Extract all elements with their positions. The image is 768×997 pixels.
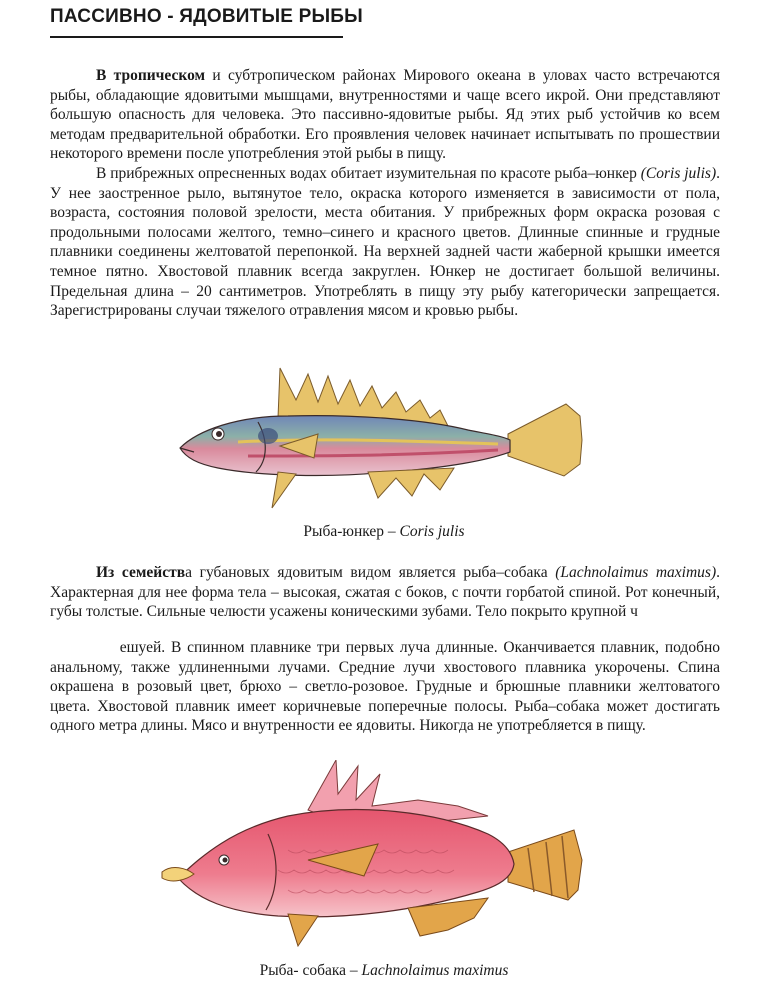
tail-fin [508, 404, 582, 476]
title-underline [50, 36, 343, 38]
caption-text: Рыба- собака – [259, 962, 362, 979]
caption-latin: Lachnolaimus maximus [361, 962, 509, 979]
paragraph-text: . У нее заостренное рыло, вытянутое тело, окраска которого изменяется в зависимости от пола, возраста, состояния половой зрелости, места обитания. У прибрежных форм окраска розовая с продольными полосами желтого, темно–синего и красного цветов. Длинные спинные и грудные плавники соединены желтоватой перепонкой. На верхней задней части жаберной крышки имеется темное пятно. Хвостовой плавник всегда закруглен. Юнкер не достигает большой величины. Предельная длина – 20 сантиметров. Употреблять в пищу эту рыбу категорически запрещается. Зарегистрированы случаи тяжелого отравления мясом и кровью рыбы. [50, 165, 720, 320]
paragraph-lead-bold: В тропическом [96, 67, 206, 84]
paragraph-dogfish-continued [50, 638, 724, 736]
paragraph-text: В прибрежных опресненных водах обитает изумительная по красоте рыба–юнкер [96, 165, 641, 182]
paragraph-lead-bold: Из семейств [96, 564, 186, 581]
paragraph-tropical [50, 66, 720, 164]
paragraph-text: ешуей. В спинном плавнике три первых луча длинные. Оканчивается плавник, подобно анальному, также удлиненными лучами. Средние лучи хвостового плавника укорочены. Спина окрашена в розовый цвет, брюхо – светло-розовое. Грудные и брюшные плавники желтоватого цвета. Хвостовой плавник имеет коричневые поперечные полосы. Рыба–собака может достигать одного метра длины. Мясо и внутренности ее ядовиты. Никогда не употребляется в пищу. [50, 639, 724, 735]
paragraph-text: а губановых ядовитым видом является рыба–собака [185, 564, 556, 581]
paragraph-junker [50, 164, 720, 321]
figure-caption-dogfish [0, 962, 768, 980]
paragraph-text: . Характерная для нее форма тела – высокая, сжатая с боков, с почти горбатой спиной. Рот конечный, губы толстые. Сильные челюсти усажены коническими зубами. Тело покрыто крупной ч [50, 564, 720, 621]
latin-name: (Lachnolaimus maximus) [555, 564, 717, 581]
latin-name: (Coris julis) [640, 165, 717, 182]
fish-body [180, 416, 510, 476]
dogfish-illustration [158, 760, 598, 950]
page-title: ПАССИВНО - ЯДОВИТЫЕ РЫБЫ [50, 6, 363, 27]
tail-fin [508, 830, 582, 900]
paragraph-text: и субтропическом районах Мирового океана в уловах часто встречаются рыбы, обладающие ядовитыми мышцами, внутренностями и чаще всего икрой. Они представляют большую опасность для человека. Это пассивно-ядовитые рыбы. Яд этих рыб устойчив ко всем методам предварительной обработки. Его проявления человек начинает испытывать по прошествии некоторого времени после употребления этой рыбы в пищу. [50, 67, 721, 163]
junker-fish-illustration [168, 360, 588, 510]
caption-text: Рыба-юнкер – [303, 523, 400, 540]
figure-caption-junker [0, 523, 768, 541]
caption-latin: Coris julis [399, 523, 465, 540]
paragraph-dogfish [50, 563, 720, 622]
